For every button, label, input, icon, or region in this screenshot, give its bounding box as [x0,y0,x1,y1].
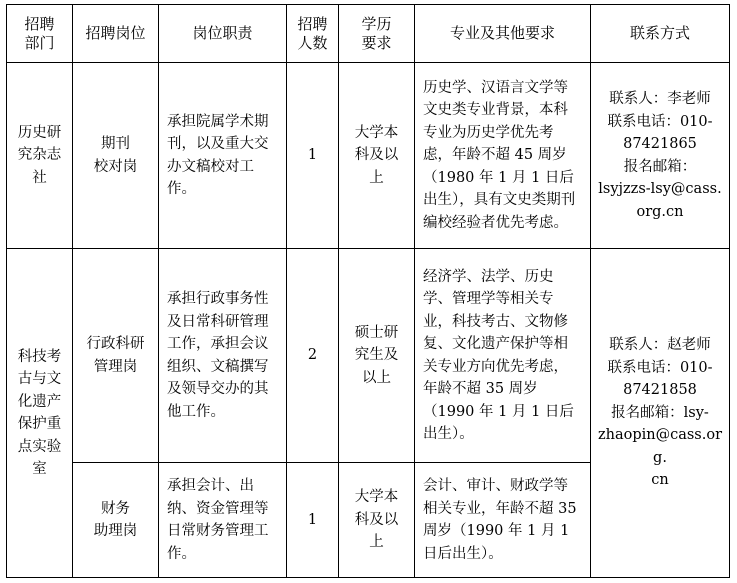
table-row [7,249,730,463]
header-education: 学历 要求 [339,5,415,63]
header-count: 招聘 人数 [287,5,339,63]
contact-cell: 联系人：赵老师 联系电话：010- 87421858 报名邮箱：lsy- zhaopin@cass.org. cn [591,249,730,578]
table-row [7,63,730,249]
position-cell: 期刊 校对岗 [73,63,159,249]
position-cell: 财务 助理岗 [73,463,159,578]
header-row [7,5,730,63]
header-contact: 联系方式 [591,5,730,63]
header-duties: 岗位职责 [159,5,287,63]
duties-cell: 承担行政事务性及日常科研管理工作，承担会议组织、文稿撰写及领导交办的其他工作。 [159,249,287,463]
header-department: 招聘 部门 [7,5,73,63]
department-cell: 历史研 究杂志 社 [7,63,73,249]
education-cell: 大学本 科及以 上 [339,63,415,249]
contact-cell: 联系人：李老师 联系电话：010- 87421865 报名邮箱： lsyjzzs-lsy@cass. org.cn [591,63,730,249]
count-cell: 2 [287,249,339,463]
header-position: 招聘岗位 [73,5,159,63]
requirements-cell: 会计、审计、财政学等相关专业，年龄不超 35 周岁（1990 年 1 月 1 日后出生）。 [415,463,591,578]
education-cell: 大学本 科及以 上 [339,463,415,578]
requirements-cell: 经济学、法学、历史学、管理学等相关专业，科技考古、文物修复、文化遗产保护等相关专业方向优先考虑，年龄不超 35 周岁（1990 年 1 月 1 日后出生）。 [415,249,591,463]
count-cell: 1 [287,463,339,578]
recruitment-table-wrapper [6,4,730,578]
recruitment-table [6,4,730,578]
department-cell: 科技考 古与文 化遗产 保护重 点实验 室 [7,249,73,578]
duties-cell: 承担院属学术期刊，以及重大交办文稿校对工作。 [159,63,287,249]
duties-cell: 承担会计、出纳、资金管理等日常财务管理工作。 [159,463,287,578]
header-requirements: 专业及其他要求 [415,5,591,63]
education-cell: 硕士研 究生及 以上 [339,249,415,463]
count-cell: 1 [287,63,339,249]
requirements-cell: 历史学、汉语言文学等文史类专业背景，本科专业为历史学优先考虑，年龄不超 45 周岁（1980 年 1 月 1 日后出生），具有文史类期刊编校经验者优先考虑。 [415,63,591,249]
position-cell: 行政科研 管理岗 [73,249,159,463]
